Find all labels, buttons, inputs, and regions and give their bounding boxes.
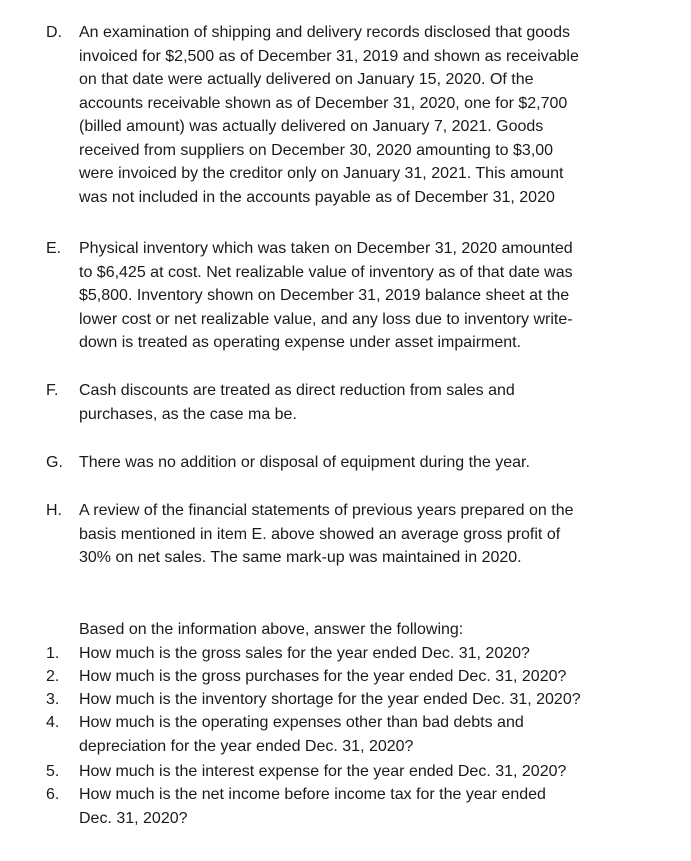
question-text <box>79 783 546 830</box>
text-line: was not included in the accounts payable as of December 31, 2020 <box>79 188 555 206</box>
text-line: purchases, as the case ma be. <box>79 405 297 423</box>
question-number: 4. <box>46 714 60 731</box>
text-line: invoiced for $2,500 as of December 31, 2019 and shown as receivable <box>79 47 579 65</box>
text-line: How much is the gross purchases for the year ended Dec. 31, 2020? <box>79 668 567 685</box>
question-number: 1. <box>46 645 60 662</box>
item-text <box>79 451 654 475</box>
text-line: down is treated as operating expense under asset impairment. <box>79 334 522 351</box>
text-line: Physical inventory which was taken on December 31, 2020 amounted <box>79 240 573 257</box>
text-line: How much is the inventory shortage for the year ended Dec. 31, 2020? <box>79 691 581 708</box>
item-text <box>79 379 654 426</box>
text-line: Dec. 31, 2020? <box>79 809 188 827</box>
text-line: Cash discounts are treated as direct reduction from sales and <box>79 382 515 399</box>
text-line: depreciation for the year ended Dec. 31, 2020? <box>79 737 414 755</box>
text-line: (billed amount) was actually delivered on January 7, 2021. Goods <box>79 118 544 135</box>
text-line: $5,800. Inventory shown on December 31, 2019 balance sheet at the <box>79 287 570 304</box>
question-number: 5. <box>46 763 60 780</box>
text-line: How much is the operating expenses other than bad debts and <box>79 714 524 731</box>
text-line: received from suppliers on December 30, 2020 amounting to $3,00 <box>79 141 554 159</box>
text-line: A review of the financial statements of previous years prepared on the <box>79 502 574 519</box>
item-marker: G. <box>46 454 63 471</box>
text-line: How much is the gross sales for the year ended Dec. 31, 2020? <box>79 645 530 662</box>
text-line: basis mentioned in item E. above showed an average gross profit of <box>79 525 561 543</box>
questions-intro: Based on the information above, answer the following: <box>79 621 464 638</box>
item-marker: F. <box>46 382 59 399</box>
question-number: 6. <box>46 786 60 803</box>
text-line: How much is the interest expense for the year ended Dec. 31, 2020? <box>79 763 567 780</box>
question-text <box>79 711 524 758</box>
question-text <box>79 760 566 784</box>
text-line: An examination of shipping and delivery records disclosed that goods <box>79 24 570 41</box>
item-marker: E. <box>46 240 62 257</box>
text-line: to $6,425 at cost. Net realizable value of inventory as of that date was <box>79 263 573 281</box>
item-text <box>79 499 654 570</box>
text-line: accounts receivable shown as of December 31, 2020, one for $2,700 <box>79 94 568 112</box>
text-line: on that date were actually delivered on January 15, 2020. Of the <box>79 71 534 88</box>
item-text <box>79 237 654 355</box>
text-line: How much is the net income before income tax for the year ended <box>79 786 546 803</box>
text-line: were invoiced by the creditor only on January 31, 2021. This amount <box>79 165 564 182</box>
question-text <box>79 688 581 712</box>
question-number: 2. <box>46 668 60 685</box>
item-marker: D. <box>46 24 62 41</box>
text-line: lower cost or net realizable value, and any loss due to inventory write- <box>79 310 573 328</box>
question-number: 3. <box>46 691 60 708</box>
question-text <box>79 665 566 689</box>
item-marker: H. <box>46 502 62 519</box>
text-line: There was no addition or disposal of equipment during the year. <box>79 454 530 471</box>
item-text <box>79 21 654 209</box>
question-text <box>79 642 530 666</box>
text-line: 30% on net sales. The same mark-up was maintained in 2020. <box>79 549 522 566</box>
